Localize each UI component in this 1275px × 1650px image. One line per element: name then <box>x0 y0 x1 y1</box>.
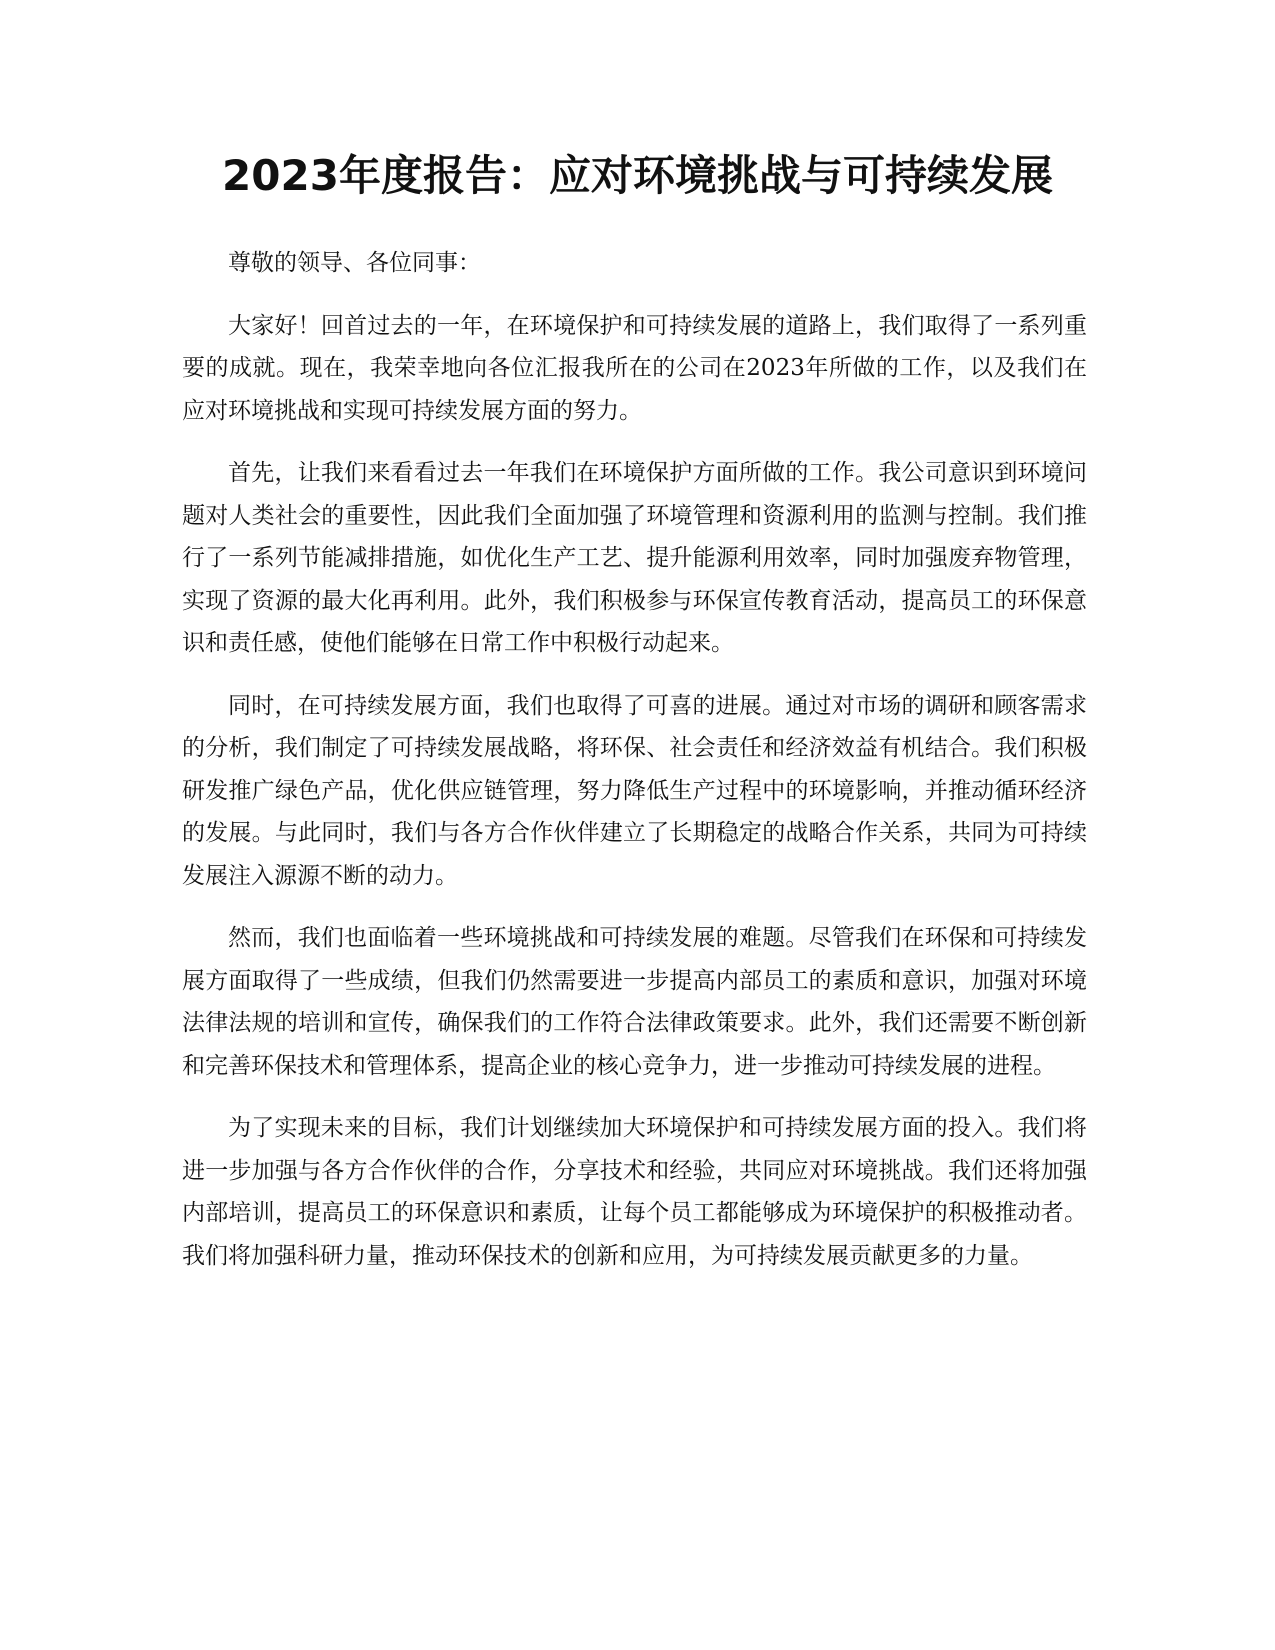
paragraph-future-plans: 为了实现未来的目标，我们计划继续加大环境保护和可持续发展方面的投入。我们将进一步加强与各方合作伙伴的合作，分享技术和经验，共同应对环境挑战。我们还将加强内部培训，提高员工的环保意识和素质，让每个员工都能够成为环境保护的积极推动者。我们将加强科研力量，推动环保技术的创新和应用，为可持续发展贡献更多的力量。 <box>182 1115 1087 1269</box>
paragraph-intro: 大家好！回首过去的一年，在环境保护和可持续发展的道路上，我们取得了一系列重要的成就。现在，我荣幸地向各位汇报我所在的公司在2023年所做的工作，以及我们在应对环境挑战和实现可持续发展方面的努力。 <box>182 312 1087 424</box>
paragraph-environmental-work: 首先，让我们来看看过去一年我们在环境保护方面所做的工作。我公司意识到环境问题对人类社会的重要性，因此我们全面加强了环境管理和资源利用的监测与控制。我们推行了一系列节能减排措施，如优化生产工艺、提升能源利用效率，同时加强废弃物管理，实现了资源的最大化再利用。此外，我们积极参与环保宣传教育活动，提高员工的环保意识和责任感，使他们能够在日常工作中积极行动起来。 <box>182 460 1087 656</box>
document-title: 2023年度报告：应对环境挑战与可持续发展 <box>222 151 1053 200</box>
paragraph-sustainability-progress: 同时，在可持续发展方面，我们也取得了可喜的进展。通过对市场的调研和顾客需求的分析，我们制定了可持续发展战略，将环保、社会责任和经济效益有机结合。我们积极研发推广绿色产品，优化供应链管理，努力降低生产过程中的环境影响，并推动循环经济的发展。与此同时，我们与各方合作伙伴建立了长期稳定的战略合作关系，共同为可持续发展注入源源不断的动力。 <box>182 692 1087 889</box>
salutation: 尊敬的领导、各位同事： <box>228 250 481 276</box>
paragraph-challenges: 然而，我们也面临着一些环境挑战和可持续发展的难题。尽管我们在环保和可持续发展方面取得了一些成绩，但我们仍然需要进一步提高内部员工的素质和意识，加强对环境法律法规的培训和宣传，确保我们的工作符合法律政策要求。此外，我们还需要不断创新和完善环保技术和管理体系，提高企业的核心竞争力，进一步推动可持续发展的进程。 <box>182 925 1087 1079</box>
document-body <box>182 242 1087 1297</box>
